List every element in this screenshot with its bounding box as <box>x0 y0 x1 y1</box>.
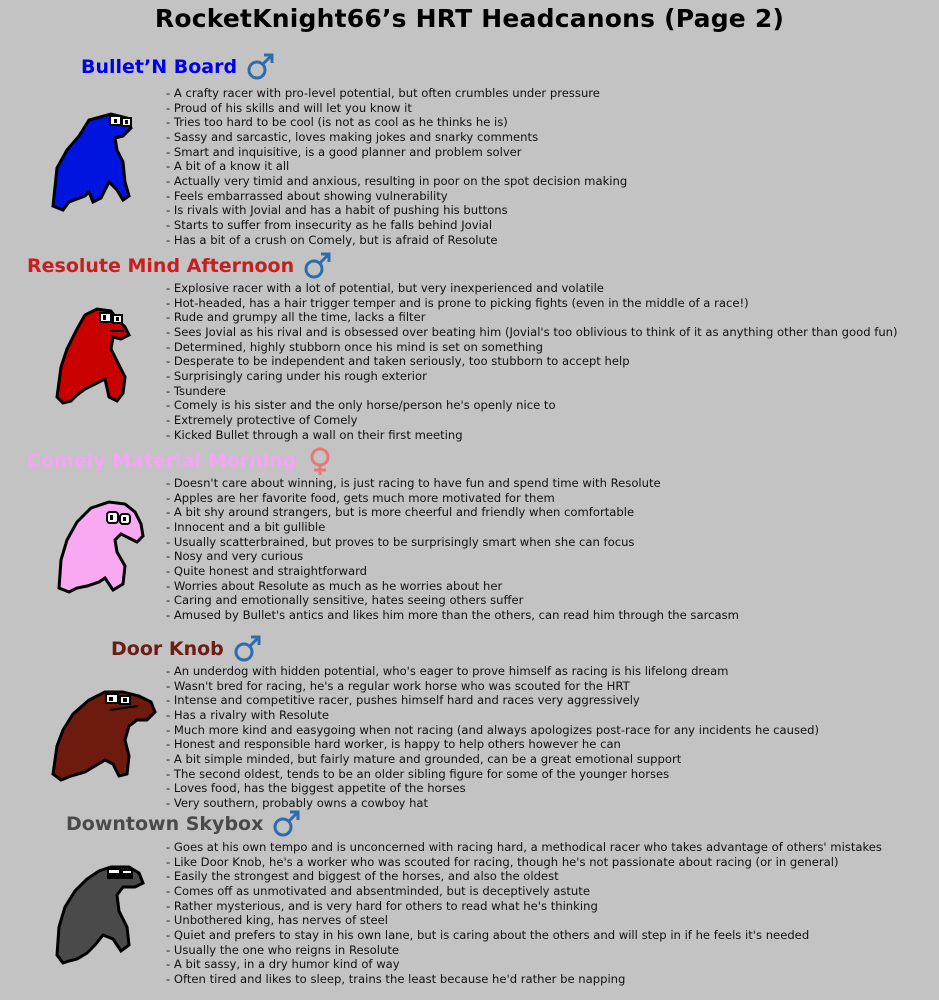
trait-item: - Comely is his sister and the only horse/person he's openly nice to <box>166 398 556 413</box>
trait-list <box>166 840 882 987</box>
trait-item: - Sees Jovial as his rival and is obsessed over beating him (Jovial's too oblivious to think of it as anything other than good fun) <box>166 324 898 339</box>
character-name: Door Knob <box>111 638 224 660</box>
trait-item: - A crafty racer with pro-level potential, but often crumbles under pressure <box>166 86 600 100</box>
trait-item: - Amused by Bullet's antics and likes him more than the others, can read him through the sarcasm <box>166 607 739 622</box>
trait-item: - Worries about Resolute as much as he worries about her <box>166 578 503 593</box>
trait-list <box>166 476 739 623</box>
trait-item: - Caring and emotionally sensitive, hates seeing others suffer <box>166 593 524 608</box>
trait-item: - Comes off as unmotivated and absentminded, but is deceptively astute <box>166 883 590 898</box>
trait-item: - Surprisingly caring under his rough exterior <box>166 368 427 383</box>
character-name: Resolute Mind Afternoon <box>27 255 295 277</box>
character-name: Bullet’N Board <box>81 56 238 78</box>
trait-item: - Very southern, probably owns a cowboy hat <box>166 795 429 810</box>
trait-item: - An underdog with hidden potential, who's eager to prove himself as racing is his lifelong dream <box>166 664 729 678</box>
character-section-bullet <box>0 52 939 248</box>
horse-portrait <box>50 110 162 216</box>
trait-item: - Determined, highly stubborn once his mind is set on something <box>166 339 543 354</box>
horse-portrait <box>50 861 162 967</box>
trait-item: - Intense and competitive racer, pushes himself hard and races very aggressively <box>166 693 640 708</box>
trait-item: - Is rivals with Jovial and has a habit of pushing his buttons <box>166 203 508 218</box>
trait-item: - Actually very timid and anxious, resulting in poor on the spot decision making <box>166 173 628 188</box>
trait-list <box>166 664 819 811</box>
trait-item: - Wasn't bred for racing, he's a regular work horse who was scouted for the HRT <box>166 678 630 693</box>
trait-item: - Goes at his own tempo and is unconcerned with racing hard, a methodical racer who takes advantage of others' mistakes <box>166 840 882 854</box>
trait-item: - Apples are her favorite food, gets much more motivated for them <box>166 490 555 505</box>
trait-item: - Desperate to be independent and taken seriously, too stubborn to accept help <box>166 354 630 369</box>
trait-item: - Much more kind and easygoing when not racing (and always apologizes post-race for any incidents he caused) <box>166 722 820 737</box>
trait-item: - Nosy and very curious <box>166 549 304 564</box>
trait-item: - A bit sassy, in a dry humor kind of way <box>166 957 400 972</box>
character-section-resolute <box>0 251 939 447</box>
trait-item: - Innocent and a bit gullible <box>166 519 326 534</box>
trait-item: - Rude and grumpy all the time, lacks a filter <box>166 310 426 325</box>
character-section-comely <box>0 446 939 632</box>
horse-body <box>57 867 143 963</box>
trait-item: - Rather mysterious, and is very hard for others to read what he's thinking <box>166 898 598 913</box>
horse-portrait <box>50 498 162 604</box>
trait-item: - Loves food, has the biggest appetite of the horses <box>166 781 466 796</box>
character-section-door-knob <box>0 634 939 814</box>
trait-item: - Tsundere <box>166 383 226 398</box>
trait-list <box>166 86 627 247</box>
trait-item: - Has a bit of a crush on Comely, but is afraid of Resolute <box>166 232 498 247</box>
character-header <box>81 52 277 82</box>
horse-body <box>53 114 131 210</box>
character-section-downtown-skybox <box>0 809 939 999</box>
trait-item: - Hot-headed, has a hair trigger temper and is prone to picking fights (even in the middle of a race!) <box>166 295 749 310</box>
trait-item: - A bit of a know it all <box>166 159 290 174</box>
trait-item: - Quiet and prefers to stay in his own lane, but is caring about the others and will step in if he feels it's needed <box>166 927 810 942</box>
trait-item: - Kicked Bullet through a wall on their first meeting <box>166 427 463 442</box>
male-symbol-icon <box>271 809 303 839</box>
male-symbol-icon <box>302 251 334 281</box>
trait-item: - Has a rivalry with Resolute <box>166 707 330 722</box>
trait-item: - Often tired and likes to sleep, trains the least because he'd rather be napping <box>166 971 626 986</box>
trait-item: - A bit simple minded, but fairly mature and grounded, can be a great emotional support <box>166 751 682 766</box>
character-header <box>27 446 336 476</box>
character-header <box>66 809 303 839</box>
female-symbol-icon <box>304 446 336 476</box>
page-title: RocketKnight66’s HRT Headcanons (Page 2) <box>154 4 785 33</box>
trait-item: - Starts to suffer from insecurity as he falls behind Jovial <box>166 217 493 232</box>
trait-item: - Usually scatterbrained, but proves to be surprisingly smart when she can focus <box>166 534 635 549</box>
trait-item: - Sassy and sarcastic, loves making jokes and snarky comments <box>166 129 539 144</box>
trait-item: - Explosive racer with a lot of potential, but very inexperienced and volatile <box>166 281 604 295</box>
trait-item: - Honest and responsible hard worker, is happy to help others however he can <box>166 737 621 752</box>
trait-item: - The second oldest, tends to be an older sibling figure for some of the younger horses <box>166 766 670 781</box>
trait-item: - Proud of his skills and will let you know it <box>166 100 412 115</box>
trait-item: - Extremely protective of Comely <box>166 412 358 427</box>
trait-item: - A bit shy around strangers, but is more cheerful and friendly when comfortable <box>166 505 635 520</box>
character-name: Downtown Skybox <box>66 813 264 835</box>
male-symbol-icon <box>245 52 277 82</box>
trait-item: - Quite honest and straightforward <box>166 563 367 578</box>
trait-item: - Unbothered king, has nerves of steel <box>166 913 388 928</box>
trait-item: - Usually the one who reigns in Resolute <box>166 942 400 957</box>
character-header <box>27 251 334 281</box>
male-symbol-icon <box>232 634 264 664</box>
trait-item: - Tries too hard to be cool (is not as cool as he thinks he is) <box>166 115 508 130</box>
trait-list <box>166 281 898 442</box>
trait-item: - Doesn't care about winning, is just racing to have fun and spend time with Resolute <box>166 476 661 490</box>
horse-body <box>53 692 155 780</box>
trait-item: - Like Door Knob, he's a worker who was scouted for racing, though he's not passionate about racing (or in general) <box>166 854 839 869</box>
character-name: Comely Material Morning <box>27 450 297 472</box>
horse-portrait <box>50 686 162 792</box>
horse-portrait <box>50 305 162 411</box>
character-header <box>111 634 264 664</box>
trait-item: - Feels embarrassed about showing vulnerability <box>166 188 448 203</box>
trait-item: - Easily the strongest and biggest of the horses, and also the oldest <box>166 869 559 884</box>
trait-item: - Smart and inquisitive, is a good planner and problem solver <box>166 144 522 159</box>
